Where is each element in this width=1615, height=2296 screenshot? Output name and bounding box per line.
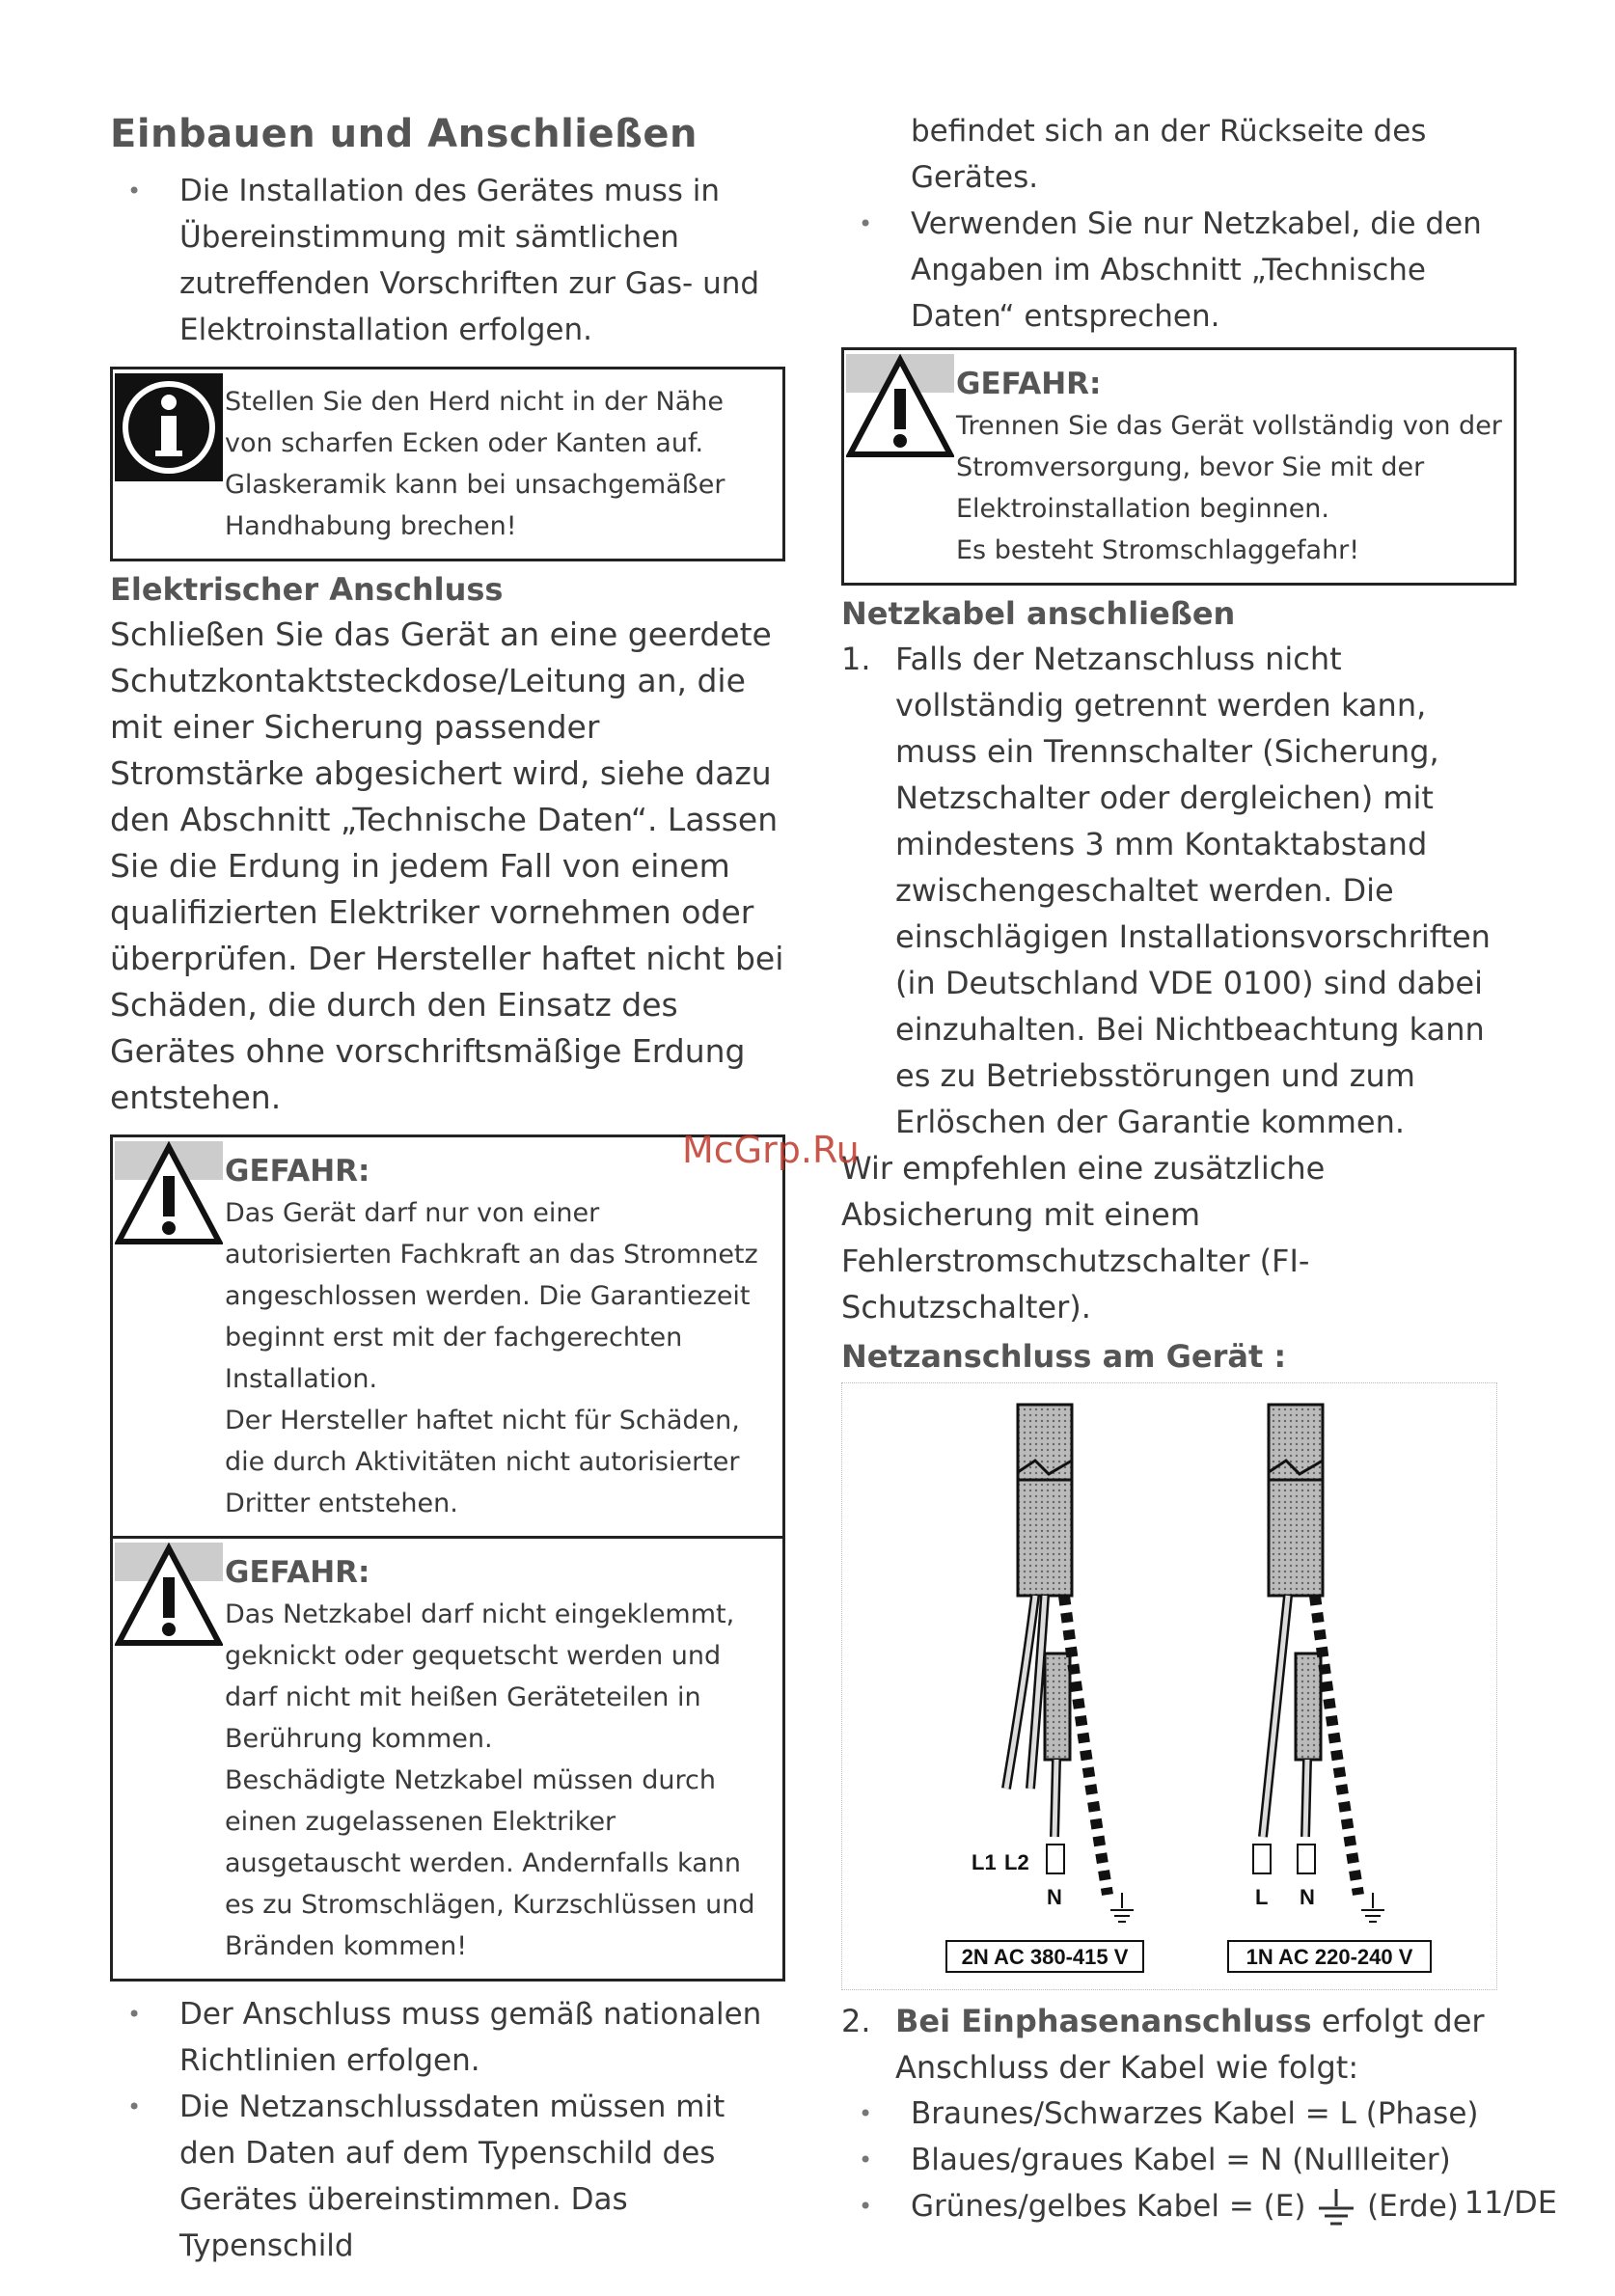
diagram-heading: Netzanschluss am Gerät :	[841, 1338, 1287, 1375]
connection-bullets	[110, 1991, 785, 2269]
continued-text: befindet sich an der Rückseite des Gerätes.	[911, 114, 1427, 195]
danger-text-2: Der Hersteller haftet nicht für Schäden, die durch Aktivitäten nicht autorisierter Dritter entstehen.	[225, 1406, 740, 1518]
danger-box-3	[841, 347, 1517, 586]
step-number: 1.	[841, 641, 871, 677]
label-N: N	[1300, 1885, 1315, 1909]
cable3-text-2: (Erde)	[1367, 2189, 1459, 2224]
danger-title: GEFAHR:	[225, 1154, 370, 1189]
cable3-text: Grünes/gelbes Kabel = (E)	[911, 2189, 1306, 2224]
single-phase-steps	[841, 1998, 1517, 2091]
step-text: erfolgt der Anschluss der Kabel wie folgt:	[895, 2003, 1485, 2086]
page-heading: Einbauen und Anschließen	[110, 112, 698, 156]
warning-icon	[115, 1141, 223, 1249]
label-N: N	[1047, 1885, 1062, 1909]
page-number: 11/DE	[1464, 2184, 1557, 2221]
earth-icon	[1315, 2187, 1357, 2229]
list-item: • Der Anschluss muss gemäß nationalen Richtlinien erfolgen.	[110, 1991, 785, 2084]
list-item: • Blaues/graues Kabel = N (Nullleiter)	[841, 2137, 1517, 2183]
section-heading-cable: Netzkabel anschließen	[841, 595, 1236, 632]
list-item: • Verwenden Sie nur Netzkabel, die den Angaben im Abschnitt „Technische Daten“ entsprechen.	[841, 201, 1517, 340]
recommend-text: Wir empfehlen eine zusätzliche Absicherung mit einem Fehlerstromschutzschalter (FI-Schutzschalter).	[841, 1150, 1326, 1326]
danger-box-2	[110, 1539, 785, 1982]
left-cable	[946, 1405, 1143, 1972]
wiring-diagram	[841, 1382, 1497, 1990]
cable-steps	[841, 636, 1517, 1145]
danger-text-2: Es besteht Stromschlaggefahr!	[956, 535, 1360, 565]
danger-text-2: Beschädigte Netzkabel müssen durch einen zugelassenen Elektriker ausgetauscht werden. Andernfalls kann es zu Stromschlägen, Kurzschlüssen und Bränden kommen!	[225, 1765, 755, 1961]
voltage-label-right: 1N AC 220-240 V	[1245, 1945, 1413, 1969]
step-number: 2.	[841, 2003, 871, 2039]
electric-paragraph: Schließen Sie das Gerät an eine geerdete Schutzkontaktsteckdose/Leitung an, die mit einer Sicherung passender Stromstärke abgesichert wird, siehe dazu den Abschnitt „Technische Daten“. Lassen Sie die Erdung in jedem Fall von einem qualifizierten Elektriker vornehmen oder überprüfen. Der Hersteller haftet nicht bei Schäden, die durch den Einsatz des Gerätes ohne vorschriftsmäßige Erdung entstehen.	[110, 615, 784, 1116]
ground-symbol	[1361, 1893, 1384, 1922]
wiring-diagram-svg	[842, 1383, 1498, 1991]
list-item	[841, 1998, 1517, 2091]
danger-text: Das Gerät darf nur von einer autorisierten Fachkraft an das Stromnetz angeschlossen werden. Die Garantiezeit beginnt erst mit der fachgerechten Installation.	[225, 1198, 758, 1394]
cable-bullets	[841, 201, 1517, 340]
danger-text: Das Netzkabel darf nicht eingeklemmt, geknickt oder gequetscht werden und darf nicht mit heißen Geräteteilen in Berührung kommen.	[225, 1599, 735, 1754]
step-bold: Bei Einphasenanschluss	[895, 2003, 1312, 2039]
list-item: • Die Installation des Gerätes muss in Übereinstimmung mit sämtlichen zutreffenden Vorschriften zur Gas- und Elektroinstallation erfolgen.	[110, 168, 785, 353]
label-L: L	[1255, 1885, 1269, 1909]
warning-icon	[846, 354, 954, 462]
section-heading-electric: Elektrischer Anschluss	[110, 571, 504, 608]
left-column	[110, 106, 785, 2269]
danger-title: GEFAHR:	[225, 1555, 370, 1590]
danger-box-1	[110, 1134, 785, 1539]
right-column	[841, 108, 1517, 2229]
list-item	[841, 2183, 1517, 2229]
info-box	[110, 367, 785, 561]
warning-icon	[115, 1543, 223, 1651]
info-text: Stellen Sie den Herd nicht in der Nähe von scharfen Ecken oder Kanten auf. Glaskeramik kann bei unsachgemäßer Handhabung brechen!	[225, 387, 725, 541]
cable-color-list	[841, 2091, 1517, 2229]
danger-text: Trennen Sie das Gerät vollständig von der Stromversorgung, bevor Sie mit der Elektroinstallation beginnen.	[956, 411, 1502, 524]
list-item: • Die Netzanschlussdaten müssen mit den Daten auf dem Typenschild des Gerätes übereinstimmen. Das Typenschild	[110, 2084, 785, 2269]
install-bullets	[110, 168, 785, 353]
danger-title: GEFAHR:	[956, 367, 1102, 401]
list-item	[841, 636, 1517, 1145]
voltage-label-left: 2N AC 380-415 V	[961, 1945, 1129, 1969]
info-icon	[115, 373, 223, 481]
label-L2: L2	[1004, 1850, 1029, 1874]
list-item: • Braunes/Schwarzes Kabel = L (Phase)	[841, 2091, 1517, 2137]
label-L1: L1	[972, 1850, 997, 1874]
ground-symbol	[1110, 1893, 1134, 1922]
right-cable	[1228, 1405, 1431, 1972]
watermark: McGrp.Ru	[682, 1129, 860, 1171]
step-text: Falls der Netzanschluss nicht vollständig getrennt werden kann, muss ein Trennschalter (Sicherung, Netzschalter oder dergleichen) mit mindestens 3 mm Kontaktabstand zwischengeschaltet werden. Die einschlägigen Installationsvorschriften (in Deutschland VDE 0100) sind dabei einzuhalten. Bei Nichtbeachtung kann es zu Betriebsstörungen und zum Erlöschen der Garantie kommen.	[895, 641, 1491, 1140]
